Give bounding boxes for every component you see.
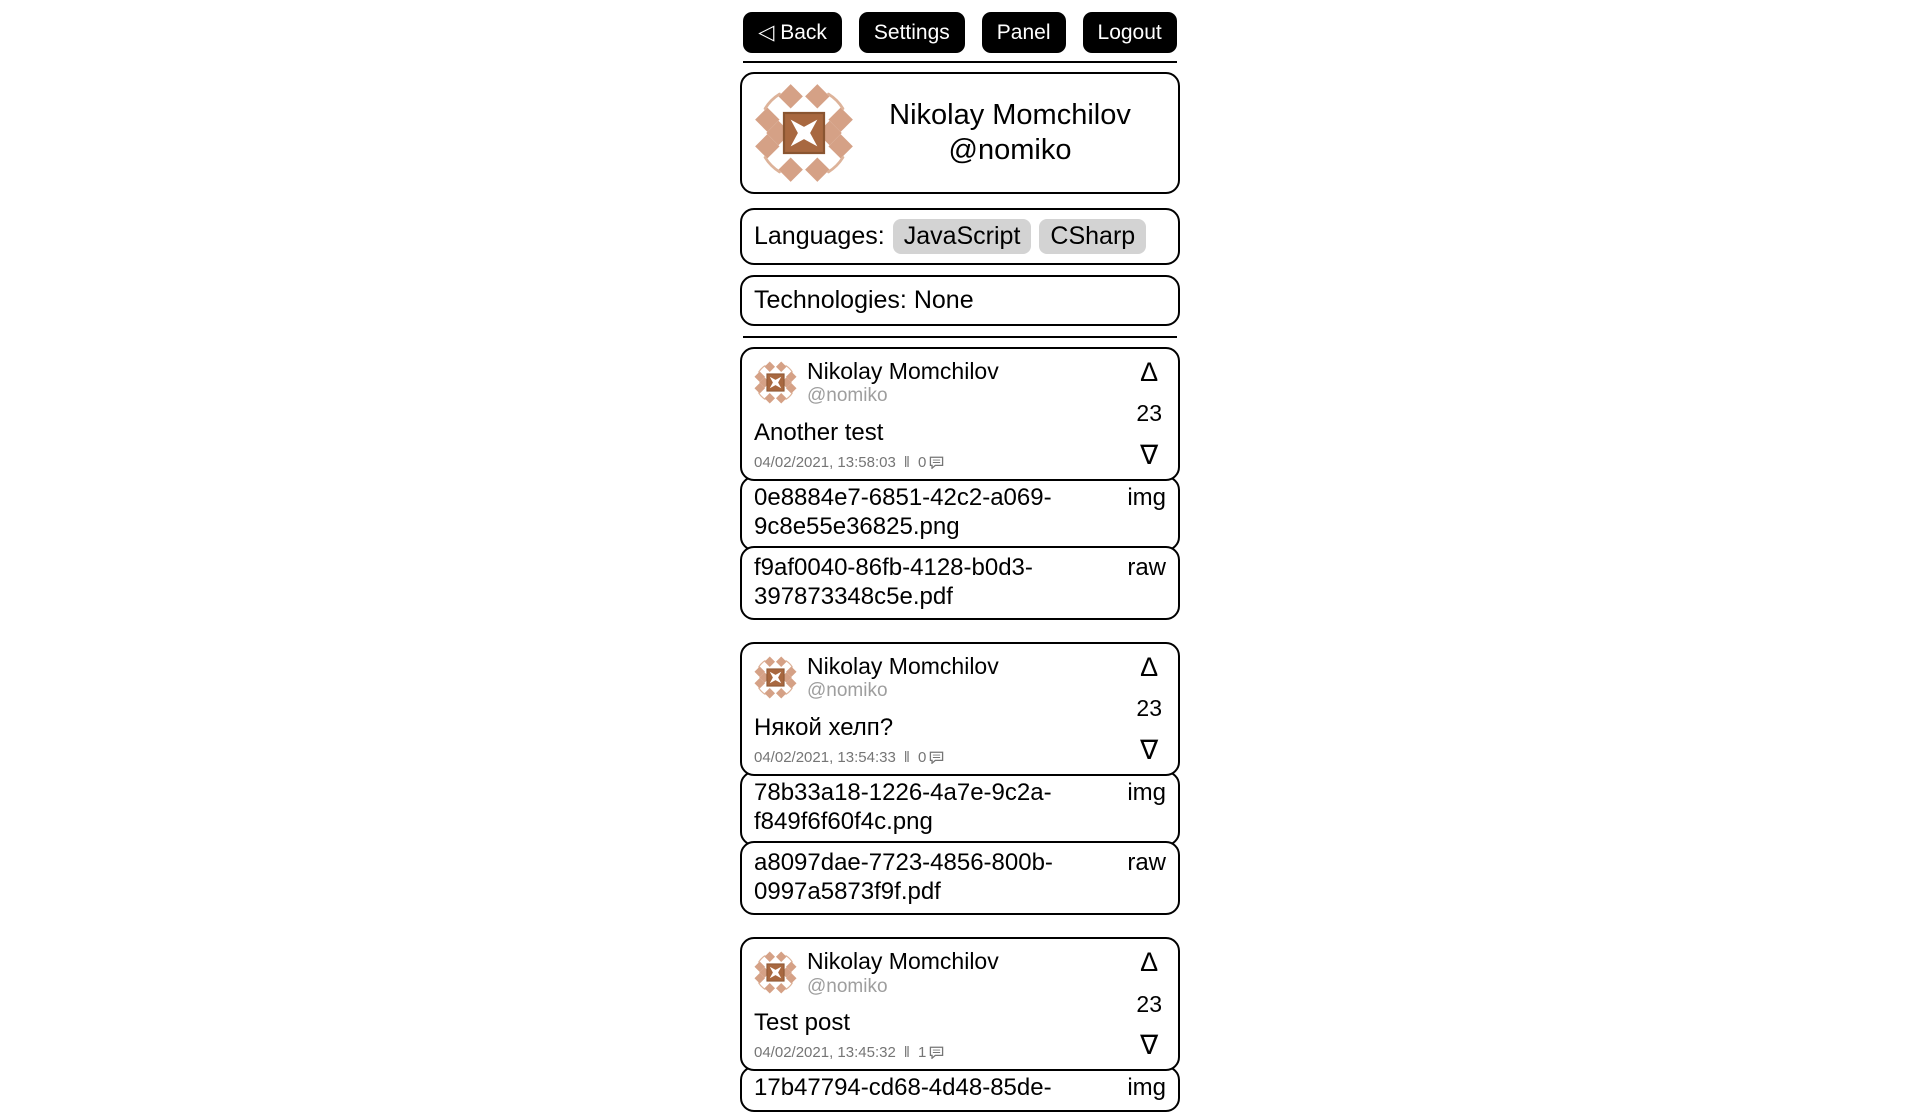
meta-separator: ‖ [903,454,910,472]
post-main [754,359,1126,471]
attachment-card[interactable] [740,1066,1180,1111]
attachment-filename: 78b33a18-1226-4a7e-9c2a-f849f6f60f4c.png [754,779,1052,836]
vote-column [1126,359,1166,471]
settings-button[interactable]: Settings [859,12,965,53]
upvote-button[interactable]: Δ [1140,652,1159,683]
post-author-name: Nikolay Momchilov [807,358,999,384]
content-column [740,0,1180,1112]
post-comments [918,749,944,766]
languages-label: Languages: [754,222,885,250]
attachment-type-label: raw [1127,848,1166,876]
profile-handle: @nomiko [948,134,1072,166]
profile-avatar [754,83,854,183]
profile-card [740,72,1180,194]
attachment-card[interactable] [740,841,1180,916]
language-badge-javascript: JavaScript [893,219,1032,254]
post-meta [754,1044,1126,1061]
technologies-label: Technologies: None [754,286,974,314]
attachment-type-label: img [1127,1074,1166,1102]
attachments [740,1066,1180,1111]
vote-column [1126,949,1166,1061]
post-title: Някой хелп? [754,714,894,742]
attachment-card[interactable] [740,476,1180,551]
posts-list [740,347,1180,1112]
comment-bubble-icon [929,456,944,469]
comment-bubble-icon [929,1046,944,1059]
post-timestamp: 04/02/2021, 13:58:03 [754,454,896,472]
post-header [754,654,1126,703]
vote-score: 23 [1136,400,1162,427]
post-author-block [807,654,999,703]
post-author-handle: @nomiko [807,975,888,997]
post-comment-count: 0 [918,454,927,472]
post-main [754,654,1126,766]
vote-score: 23 [1136,695,1162,722]
attachment-filename: 0e8884e7-6851-42c2-a069-9c8e55e36825.png [754,484,1052,541]
panel-button[interactable]: Panel [982,12,1066,53]
posts-divider [743,336,1177,338]
top-divider [743,61,1177,63]
post-comments [918,1044,944,1061]
upvote-button[interactable]: Δ [1140,357,1159,387]
language-badge-csharp: CSharp [1039,219,1146,254]
post-timestamp: 04/02/2021, 13:54:33 [754,749,896,767]
vote-score: 23 [1136,990,1162,1017]
attachment-card[interactable] [740,546,1180,621]
post-card[interactable] [740,642,1180,776]
post-author-name: Nikolay Momchilov [807,653,999,680]
post-card[interactable] [740,347,1180,481]
post-author-avatar [754,361,797,404]
post-header [754,359,1126,408]
meta-separator: ‖ [903,749,910,767]
downvote-button[interactable]: ∇ [1140,735,1159,766]
attachments [740,771,1180,915]
upvote-button[interactable]: Δ [1140,947,1159,978]
downvote-button[interactable]: ∇ [1140,440,1159,471]
post-card[interactable] [740,937,1180,1071]
post-author-avatar [754,951,797,994]
attachment-filename: 17b47794-cd68-4d48-85de- [754,1074,1052,1102]
post-title: Test post [754,1009,851,1037]
technologies-card [740,275,1180,326]
meta-separator: ‖ [903,1044,910,1062]
post-header [754,949,1126,998]
post-author-block [807,949,999,998]
post-comment-count: 1 [918,1044,927,1062]
profile-names [854,98,1166,169]
post-comment-count: 0 [918,749,927,767]
post-author-block [807,359,999,408]
post-meta [754,454,1126,471]
comment-bubble-icon [929,751,944,764]
post-group [740,642,1180,915]
post-author-name: Nikolay Momchilov [807,948,999,975]
attachment-type-label: img [1127,779,1166,807]
post-author-avatar [754,656,797,699]
attachment-type-label: img [1127,484,1166,512]
logout-button[interactable]: Logout [1083,12,1177,53]
top-navigation [740,12,1180,53]
profile-name: Nikolay Momchilov [889,98,1131,131]
post-author-handle: @nomiko [807,680,888,702]
post-title: Another test [754,419,884,447]
attachment-card[interactable] [740,771,1180,846]
attachment-type-label: raw [1127,553,1166,581]
back-button[interactable]: ◁ Back [743,12,842,53]
post-group [740,347,1180,620]
downvote-button[interactable]: ∇ [1140,1030,1159,1061]
vote-column [1126,654,1166,766]
post-author-handle: @nomiko [807,385,888,407]
attachments [740,476,1180,620]
attachment-filename: a8097dae-7723-4856-800b-0997a5873f9f.pdf [754,848,1053,905]
post-timestamp: 04/02/2021, 13:45:32 [754,1044,896,1062]
post-meta [754,749,1126,766]
languages-card [740,208,1180,265]
attachment-filename: f9af0040-86fb-4128-b0d3-397873348c5e.pdf [754,553,1033,610]
post-comments [918,454,944,471]
post-main [754,949,1126,1061]
post-group [740,937,1180,1111]
